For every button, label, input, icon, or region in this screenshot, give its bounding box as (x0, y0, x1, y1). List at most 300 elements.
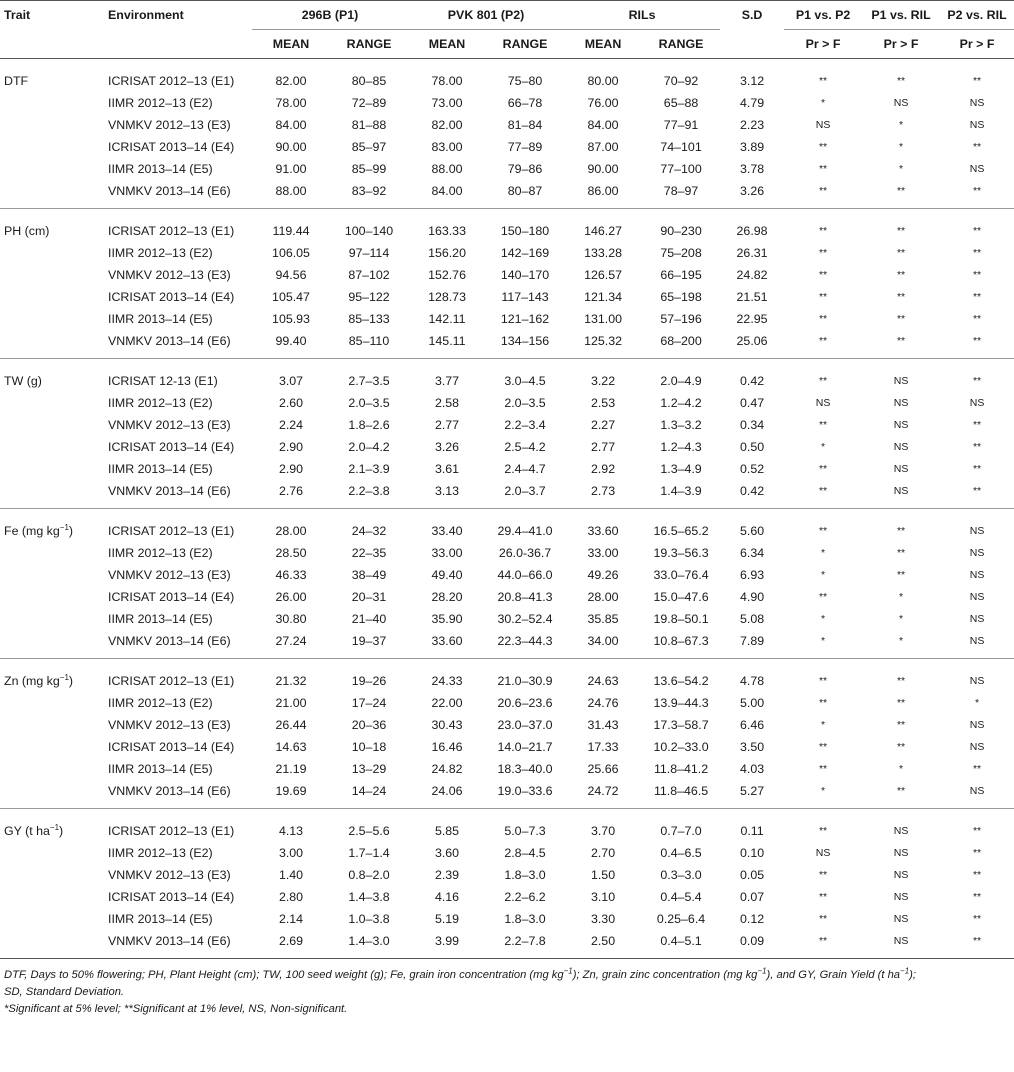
cell-p2-mean: 22.00 (431, 696, 463, 710)
cell-p2-range: 2.2–6.2 (504, 890, 546, 904)
cell-sd: 24.82 (736, 268, 768, 282)
cell-ril-mean: 33.60 (587, 524, 619, 538)
cell-p2-range: 142–169 (500, 246, 550, 260)
cell-p2-vs-ril: ** (972, 463, 982, 475)
trait-label-empty (0, 436, 104, 458)
cell-p1-vs-ril: * (899, 119, 904, 131)
table-row (0, 692, 1014, 714)
cell-p2-mean: 4.16 (434, 890, 460, 904)
header-mean: MEAN (564, 30, 642, 59)
cell-ril-mean: 24.72 (587, 784, 619, 798)
table-row (0, 908, 1014, 930)
cell-p1-mean: 2.24 (278, 418, 304, 432)
cell-environment: VNMKV 2013–14 (E6) (108, 634, 231, 648)
table-row (0, 158, 1014, 180)
cell-p1-vs-ril: * (899, 591, 904, 603)
trait-label-empty (0, 158, 104, 180)
header-range: RANGE (642, 30, 720, 59)
cell-p1-vs-ril: NS (893, 375, 909, 387)
cell-sd: 0.34 (739, 418, 765, 432)
cell-p2-range: 30.2–52.4 (497, 612, 553, 626)
cell-p1-vs-p2: ** (818, 485, 828, 497)
cell-p2-mean: 3.99 (434, 934, 460, 948)
cell-p2-mean: 24.33 (431, 674, 463, 688)
header-range: RANGE (486, 30, 564, 59)
trait-label-empty (0, 458, 104, 480)
header-trait: Trait (0, 1, 104, 30)
cell-ril-range: 78–97 (663, 184, 699, 198)
cell-ril-range: 11.8–41.2 (653, 762, 709, 776)
cell-p1-vs-p2: ** (818, 675, 828, 687)
cell-p2-mean: 5.19 (434, 912, 460, 926)
trait-label-empty (0, 414, 104, 436)
cell-p1-range: 81–88 (351, 118, 387, 132)
cell-environment: ICRISAT 2012–13 (E1) (108, 74, 235, 88)
cell-environment: VNMKV 2013–14 (E6) (108, 184, 231, 198)
cell-p2-range: 1.8–3.0 (504, 868, 546, 882)
trait-label: GY (t $ha^{-1}$) (4, 822, 64, 838)
cell-ril-mean: 25.66 (587, 762, 619, 776)
cell-p2-range: 75–80 (507, 74, 543, 88)
cell-p2-range: 1.8–3.0 (504, 912, 546, 926)
cell-p1-mean: 91.00 (275, 162, 307, 176)
cell-ril-mean: 125.32 (584, 334, 622, 348)
cell-p1-range: 83–92 (351, 184, 387, 198)
header-blank (0, 30, 104, 59)
cell-ril-mean: 1.50 (590, 868, 616, 882)
cell-p2-range: 2.0–3.5 (504, 396, 546, 410)
cell-p2-mean: 30.43 (431, 718, 463, 732)
cell-p2-mean: 49.40 (431, 568, 463, 582)
cell-p1-range: 1.4–3.0 (348, 934, 390, 948)
cell-p1-range: 22–35 (351, 546, 387, 560)
cell-p2-range: 117–143 (501, 290, 549, 304)
table-row (0, 886, 1014, 908)
cell-environment: VNMKV 2013–14 (E6) (108, 934, 231, 948)
table-row (0, 286, 1014, 308)
cell-p1-mean: 82.00 (275, 74, 307, 88)
table-row (0, 414, 1014, 436)
cell-environment: ICRISAT 12-13 (E1) (108, 374, 218, 388)
cell-ril-range: 16.5–65.2 (653, 524, 709, 538)
table-row (0, 930, 1014, 959)
header-pr-f: Pr > F (862, 30, 940, 59)
cell-p2-range: 2.2–7.8 (504, 934, 546, 948)
cell-p1-range: 95–122 (348, 290, 390, 304)
cell-p1-range: 2.5–5.6 (348, 824, 390, 838)
cell-ril-range: 1.4–3.9 (660, 484, 702, 498)
header-p1-vs-ril: P1 vs. RIL (862, 1, 940, 30)
cell-sd: 4.90 (739, 590, 765, 604)
cell-p2-mean: 28.20 (431, 590, 463, 604)
table-row (0, 359, 1014, 393)
cell-p1-vs-p2: ** (818, 463, 828, 475)
cell-p2-vs-ril: NS (969, 741, 985, 753)
cell-ril-mean: 34.00 (587, 634, 619, 648)
cell-p1-range: 85–110 (348, 334, 390, 348)
trait-group (0, 659, 1014, 809)
cell-environment: VNMKV 2013–14 (E6) (108, 334, 231, 348)
cell-sd: 25.06 (736, 334, 768, 348)
cell-p2-vs-ril: ** (972, 847, 982, 859)
cell-p1-mean: 3.07 (278, 374, 304, 388)
trait-label-empty (0, 480, 104, 509)
cell-p1-vs-p2: * (821, 441, 826, 453)
cell-p1-vs-ril: ** (896, 569, 906, 581)
cell-sd: 0.07 (739, 890, 765, 904)
trait-label-empty (0, 92, 104, 114)
trait-group (0, 359, 1014, 509)
cell-environment: ICRISAT 2013–14 (E4) (108, 140, 235, 154)
cell-p1-range: 1.0–3.8 (348, 912, 390, 926)
trait-label-empty (0, 608, 104, 630)
cell-ril-mean: 2.73 (590, 484, 616, 498)
cell-p2-vs-ril: ** (972, 891, 982, 903)
table-row (0, 59, 1014, 93)
cell-p2-range: 2.2–3.4 (504, 418, 546, 432)
cell-p1-vs-ril: ** (896, 185, 906, 197)
cell-p1-vs-p2: * (821, 97, 826, 109)
cell-p2-range: 121–162 (500, 312, 550, 326)
cell-ril-range: 77–91 (663, 118, 699, 132)
cell-p1-vs-ril: NS (893, 97, 909, 109)
cell-p1-vs-p2: ** (818, 141, 828, 153)
cell-ril-range: 90–230 (660, 224, 702, 238)
trait-label: Zn (mg $kg^{-1}$) (4, 672, 74, 688)
cell-environment: IIMR 2013–14 (E5) (108, 612, 213, 626)
cell-p1-mean: 26.00 (275, 590, 307, 604)
cell-p1-vs-p2: * (821, 785, 826, 797)
cell-p1-range: 85–133 (348, 312, 390, 326)
cell-p1-mean: 2.14 (278, 912, 304, 926)
table-row (0, 436, 1014, 458)
cell-environment: IIMR 2012–13 (E2) (108, 96, 213, 110)
cell-p2-vs-ril: ** (972, 913, 982, 925)
table-row (0, 586, 1014, 608)
cell-p1-vs-p2: ** (818, 269, 828, 281)
cell-p1-vs-ril: ** (896, 225, 906, 237)
cell-sd: 0.47 (739, 396, 765, 410)
cell-sd: 3.89 (739, 140, 765, 154)
cell-p1-range: 10–18 (351, 740, 387, 754)
cell-p2-vs-ril: NS (969, 119, 985, 131)
cell-p2-range: 81–84 (507, 118, 543, 132)
cell-p1-range: 1.4–3.8 (348, 890, 390, 904)
cell-ril-mean: 2.77 (590, 440, 616, 454)
cell-p2-range: 2.8–4.5 (504, 846, 546, 860)
cell-ril-mean: 24.76 (587, 696, 619, 710)
cell-ril-range: 77–100 (660, 162, 702, 176)
cell-ril-mean: 2.50 (590, 934, 616, 948)
table-row (0, 392, 1014, 414)
cell-p2-vs-ril: NS (969, 635, 985, 647)
cell-p1-vs-ril: NS (893, 935, 909, 947)
cell-p1-vs-ril: * (899, 635, 904, 647)
cell-p1-vs-ril: ** (896, 547, 906, 559)
cell-p2-mean: 2.39 (434, 868, 460, 882)
cell-p2-range: 2.5–4.2 (504, 440, 546, 454)
cell-p2-mean: 142.11 (428, 312, 466, 326)
cell-ril-range: 2.0–4.9 (660, 374, 702, 388)
cell-p1-vs-p2: ** (818, 869, 828, 881)
table-row (0, 480, 1014, 509)
cell-p1-range: 2.0–4.2 (348, 440, 390, 454)
cell-sd: 3.78 (739, 162, 765, 176)
cell-p1-mean: 28.50 (275, 546, 307, 560)
cell-p2-range: 2.4–4.7 (504, 462, 546, 476)
trait-label-empty (0, 286, 104, 308)
header-blank (104, 30, 252, 59)
cell-p1-vs-ril: NS (893, 869, 909, 881)
cell-ril-mean: 31.43 (587, 718, 619, 732)
cell-environment: ICRISAT 2013–14 (E4) (108, 440, 235, 454)
cell-environment: ICRISAT 2012–13 (E1) (108, 674, 235, 688)
cell-ril-range: 74–101 (660, 140, 702, 154)
cell-p1-mean: 3.00 (278, 846, 304, 860)
cell-environment: IIMR 2013–14 (E5) (108, 762, 213, 776)
cell-sd: 6.93 (739, 568, 765, 582)
cell-p1-vs-ril: NS (893, 419, 909, 431)
cell-p2-mean: 88.00 (431, 162, 463, 176)
table-row (0, 458, 1014, 480)
cell-ril-range: 19.8–50.1 (653, 612, 709, 626)
cell-p2-mean: 3.60 (434, 846, 460, 860)
cell-sd: 0.09 (739, 934, 765, 948)
trait-label: TW (g) (4, 374, 42, 388)
table-row (0, 659, 1014, 693)
cell-p2-mean: 24.82 (431, 762, 463, 776)
cell-p1-mean: 19.69 (275, 784, 307, 798)
table-row (0, 180, 1014, 209)
table-row (0, 780, 1014, 809)
cell-p1-range: 85–97 (351, 140, 387, 154)
cell-p1-vs-p2: ** (818, 163, 828, 175)
header-mean: MEAN (408, 30, 486, 59)
table-header (0, 1, 1014, 59)
cell-p2-vs-ril: ** (972, 141, 982, 153)
cell-ril-mean: 3.22 (590, 374, 616, 388)
cell-p1-range: 19–37 (351, 634, 387, 648)
cell-p1-vs-ril: NS (893, 847, 909, 859)
cell-p1-vs-ril: ** (896, 719, 906, 731)
cell-p2-vs-ril: NS (969, 785, 985, 797)
cell-p1-vs-p2: NS (815, 847, 831, 859)
cell-p2-vs-ril: ** (972, 335, 982, 347)
cell-sd: 3.12 (739, 74, 765, 88)
cell-p2-vs-ril: NS (969, 569, 985, 581)
cell-ril-range: 1.2–4.3 (660, 440, 702, 454)
cell-p1-mean: 26.44 (275, 718, 307, 732)
cell-p1-mean: 14.63 (275, 740, 307, 754)
cell-environment: IIMR 2013–14 (E5) (108, 912, 213, 926)
table-row (0, 136, 1014, 158)
cell-ril-range: 0.4–5.4 (660, 890, 702, 904)
cell-p1-vs-ril: NS (893, 397, 909, 409)
cell-ril-mean: 87.00 (587, 140, 619, 154)
cell-p1-vs-ril: ** (896, 785, 906, 797)
trait-group (0, 509, 1014, 659)
cell-p1-mean: 21.32 (275, 674, 307, 688)
cell-p1-vs-ril: ** (896, 291, 906, 303)
table-row (0, 209, 1014, 243)
cell-p2-vs-ril: ** (972, 225, 982, 237)
cell-ril-range: 0.7–7.0 (660, 824, 702, 838)
header-group-p1: 296B (P1) (252, 1, 408, 30)
cell-ril-range: 0.25–6.4 (656, 912, 706, 926)
cell-p1-vs-ril: ** (896, 335, 906, 347)
cell-p2-mean: 73.00 (431, 96, 463, 110)
cell-p1-vs-ril: NS (893, 485, 909, 497)
cell-environment: VNMKV 2012–13 (E3) (108, 568, 231, 582)
cell-p1-mean: 119.44 (272, 224, 310, 238)
cell-ril-range: 0.4–6.5 (660, 846, 702, 860)
cell-p2-range: 44.0–66.0 (497, 568, 553, 582)
cell-p1-vs-p2: * (821, 635, 826, 647)
cell-p2-vs-ril: NS (969, 97, 985, 109)
cell-environment: IIMR 2013–14 (E5) (108, 312, 213, 326)
cell-ril-range: 13.6–54.2 (653, 674, 709, 688)
cell-p2-mean: 2.77 (434, 418, 460, 432)
cell-p1-mean: 46.33 (275, 568, 307, 582)
cell-p2-vs-ril: ** (972, 269, 982, 281)
trait-group (0, 209, 1014, 359)
cell-p1-mean: 30.80 (275, 612, 307, 626)
trait-group (0, 59, 1014, 209)
header-group-p2: PVK 801 (P2) (408, 1, 564, 30)
cell-ril-range: 15.0–47.6 (653, 590, 709, 604)
cell-p2-range: 20.8–41.3 (497, 590, 553, 604)
cell-p2-range: 23.0–37.0 (497, 718, 553, 732)
cell-ril-range: 70–92 (663, 74, 699, 88)
cell-ril-range: 13.9–44.3 (653, 696, 709, 710)
cell-p2-vs-ril: * (975, 697, 980, 709)
cell-environment: IIMR 2013–14 (E5) (108, 162, 213, 176)
cell-p2-range: 77–89 (507, 140, 543, 154)
cell-ril-range: 57–196 (660, 312, 702, 326)
cell-p1-vs-ril: NS (893, 463, 909, 475)
cell-p1-range: 19–26 (351, 674, 387, 688)
cell-p1-vs-ril: ** (896, 697, 906, 709)
cell-sd: 2.23 (739, 118, 765, 132)
cell-p1-range: 38–49 (351, 568, 387, 582)
cell-environment: VNMKV 2013–14 (E6) (108, 484, 231, 498)
cell-environment: IIMR 2012–13 (E2) (108, 396, 213, 410)
cell-p2-range: 21.0–30.9 (497, 674, 553, 688)
cell-p1-vs-p2: ** (818, 741, 828, 753)
cell-ril-range: 1.2–4.2 (660, 396, 702, 410)
cell-p1-mean: 94.56 (275, 268, 307, 282)
cell-sd: 0.42 (739, 484, 765, 498)
cell-environment: ICRISAT 2013–14 (E4) (108, 590, 235, 604)
cell-sd: 22.95 (736, 312, 768, 326)
cell-environment: ICRISAT 2013–14 (E4) (108, 290, 235, 304)
cell-p2-vs-ril: ** (972, 185, 982, 197)
cell-p1-vs-p2: ** (818, 375, 828, 387)
cell-environment: ICRISAT 2013–14 (E4) (108, 740, 235, 754)
cell-p2-range: 2.0–3.7 (504, 484, 546, 498)
cell-ril-mean: 2.27 (590, 418, 616, 432)
trait-label-empty (0, 758, 104, 780)
cell-environment: VNMKV 2012–13 (E3) (108, 418, 231, 432)
cell-p2-vs-ril: NS (969, 397, 985, 409)
cell-ril-mean: 49.26 (587, 568, 619, 582)
cell-p1-vs-p2: ** (818, 335, 828, 347)
cell-p2-mean: 163.33 (428, 224, 466, 238)
cell-p1-vs-ril: * (899, 763, 904, 775)
cell-p2-vs-ril: ** (972, 291, 982, 303)
cell-sd: 26.98 (736, 224, 768, 238)
cell-p2-mean: 5.85 (434, 824, 460, 838)
table-row (0, 736, 1014, 758)
cell-ril-range: 1.3–3.2 (660, 418, 702, 432)
table-row (0, 264, 1014, 286)
table-row (0, 630, 1014, 659)
cell-sd: 3.26 (739, 184, 765, 198)
trait-label-empty (0, 308, 104, 330)
cell-ril-range: 66–195 (660, 268, 702, 282)
cell-p1-mean: 21.19 (275, 762, 307, 776)
cell-p1-vs-ril: ** (896, 75, 906, 87)
cell-p2-vs-ril: ** (972, 441, 982, 453)
cell-p1-mean: 78.00 (275, 96, 307, 110)
cell-p1-mean: 99.40 (275, 334, 307, 348)
cell-p2-range: 134–156 (500, 334, 550, 348)
table-row (0, 542, 1014, 564)
table-footnotes (0, 959, 1014, 1018)
trait-label-empty (0, 886, 104, 908)
cell-p1-vs-ril: NS (893, 913, 909, 925)
cell-p1-range: 24–32 (351, 524, 387, 538)
trait-label-empty (0, 264, 104, 286)
cell-p1-range: 0.8–2.0 (348, 868, 390, 882)
cell-p1-mean: 2.90 (278, 440, 304, 454)
trait-label-empty (0, 842, 104, 864)
cell-environment: ICRISAT 2012–13 (E1) (108, 824, 235, 838)
cell-p2-mean: 3.77 (434, 374, 460, 388)
cell-p1-vs-p2: ** (818, 313, 828, 325)
table-row (0, 758, 1014, 780)
cell-p2-mean: 83.00 (431, 140, 463, 154)
cell-p1-mean: 2.60 (278, 396, 304, 410)
cell-p1-range: 87–102 (348, 268, 390, 282)
cell-p1-mean: 105.47 (272, 290, 310, 304)
cell-p1-mean: 2.80 (278, 890, 304, 904)
cell-p2-mean: 128.73 (428, 290, 466, 304)
cell-environment: VNMKV 2013–14 (E6) (108, 784, 231, 798)
cell-p1-range: 85–99 (351, 162, 387, 176)
trait-label-empty (0, 542, 104, 564)
trait-label-empty (0, 930, 104, 959)
cell-p1-range: 80–85 (351, 74, 387, 88)
cell-p1-range: 2.0–3.5 (348, 396, 390, 410)
cell-p1-mean: 106.05 (272, 246, 310, 260)
cell-ril-mean: 3.70 (590, 824, 616, 838)
cell-sd: 6.34 (739, 546, 765, 560)
cell-environment: VNMKV 2012–13 (E3) (108, 868, 231, 882)
table-row (0, 308, 1014, 330)
cell-sd: 21.51 (736, 290, 768, 304)
cell-ril-mean: 2.92 (590, 462, 616, 476)
cell-p2-vs-ril: NS (969, 547, 985, 559)
trait-label-empty (0, 780, 104, 809)
cell-ril-range: 65–198 (660, 290, 702, 304)
cell-sd: 0.10 (739, 846, 765, 860)
cell-p2-range: 22.3–44.3 (497, 634, 553, 648)
cell-p1-vs-ril: * (899, 141, 904, 153)
cell-p1-vs-ril: ** (896, 675, 906, 687)
table-row (0, 509, 1014, 543)
cell-p2-mean: 145.11 (428, 334, 466, 348)
